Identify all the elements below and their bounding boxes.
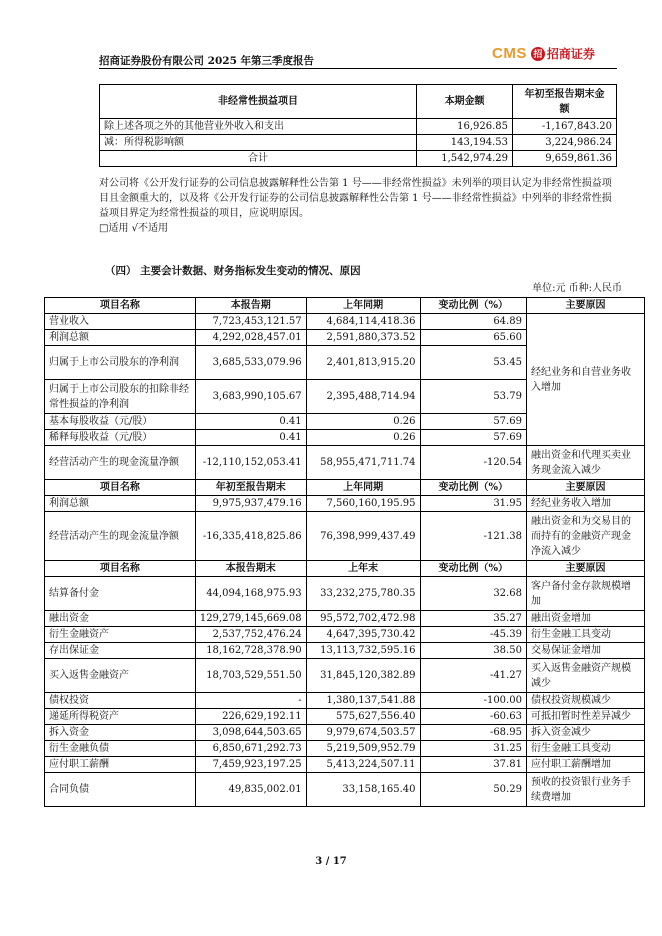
item-name-cell: 合同负债 — [45, 773, 196, 807]
reason-cell: 应付职工薪酬增加 — [526, 757, 644, 773]
item-name-cell: 利润总额 — [45, 330, 196, 346]
value-cell: 0.26 — [306, 430, 420, 446]
reason-cell: 买入返售金融资产规模减少 — [526, 659, 644, 693]
ratio-cell: -45.39 — [420, 627, 526, 643]
header-cell: 项目名称 — [45, 480, 196, 496]
ratio-cell: 32.68 — [420, 577, 526, 611]
amount-cell: 143,194.53 — [417, 135, 513, 151]
header-cell: 上年末 — [306, 561, 420, 577]
value-cell: 5,219,509,952.79 — [306, 741, 420, 757]
table-row — [45, 773, 645, 807]
value-cell: 58,955,471,711.74 — [306, 446, 420, 480]
item-cell: 减：所得税影响额 — [100, 135, 417, 151]
logo-mark-icon: 招 — [531, 47, 545, 61]
ratio-cell: -120.54 — [420, 446, 526, 480]
logo-cn-text: 招商证券 — [546, 47, 595, 61]
section-title: （四） 主要会计数据、财务指标发生变动的情况、原因 — [105, 265, 361, 277]
ratio-cell: 31.25 — [420, 741, 526, 757]
header-cell: 主要原因 — [526, 480, 644, 496]
reason-cell: 融出资金和为交易目的而持有的金融资产现金净流入减少 — [526, 512, 644, 561]
item-name-cell: 递延所得税资产 — [45, 709, 196, 725]
amount-cell: 9,659,861.36 — [513, 151, 617, 167]
item-name-cell: 经营活动产生的现金流量净额 — [45, 512, 196, 561]
non-recurring-items-table — [99, 84, 617, 167]
item-name-cell: 债权投资 — [45, 693, 196, 709]
item-name-cell: 结算备付金 — [45, 577, 196, 611]
value-cell: 7,560,160,195.95 — [306, 496, 420, 512]
ratio-cell: 64.89 — [420, 314, 526, 330]
value-cell: 95,572,702,472.98 — [306, 611, 420, 627]
value-cell: 0.26 — [306, 414, 420, 430]
value-cell: 2,395,488,714.94 — [306, 380, 420, 414]
ratio-cell: -60.63 — [420, 709, 526, 725]
amount-cell: 1,542,974.29 — [417, 151, 513, 167]
table-row — [45, 693, 645, 709]
explanation-paragraph — [99, 176, 621, 236]
ratio-cell: 57.69 — [420, 414, 526, 430]
table-row — [45, 627, 645, 643]
header-cell: 变动比例（%） — [420, 298, 526, 314]
header-cell: 主要原因 — [526, 561, 644, 577]
company-logo — [492, 45, 595, 62]
value-cell: 18,162,728,378.90 — [195, 643, 306, 659]
table-row — [100, 135, 617, 151]
header-cell: 本报告期 — [195, 298, 306, 314]
value-cell: 1,380,137,541.88 — [306, 693, 420, 709]
ratio-cell: 31.95 — [420, 496, 526, 512]
table-row — [45, 725, 645, 741]
value-cell: 44,094,168,975.93 — [195, 577, 306, 611]
value-cell: 7,723,453,121.57 — [195, 314, 306, 330]
header-cell: 变动比例（%） — [420, 561, 526, 577]
header-cell: 非经常性损益项目 — [100, 85, 417, 119]
ratio-cell: 53.45 — [420, 346, 526, 380]
item-name-cell: 衍生金融负债 — [45, 741, 196, 757]
value-cell: 2,537,752,476.24 — [195, 627, 306, 643]
value-cell: 129,279,145,669.08 — [195, 611, 306, 627]
item-cell: 除上述各项之外的其他营业外收入和支出 — [100, 119, 417, 135]
reason-cell: 衍生金融工具变动 — [526, 741, 644, 757]
table-row — [45, 577, 645, 611]
reason-cell: 经纪业务收入增加 — [526, 496, 644, 512]
table-row — [45, 757, 645, 773]
header-rule — [99, 68, 617, 69]
table-header-row — [45, 480, 645, 496]
table-row — [45, 446, 645, 480]
value-cell: 575,627,556.40 — [306, 709, 420, 725]
value-cell: -12,110,152,053.41 — [195, 446, 306, 480]
value-cell: 0.41 — [195, 430, 306, 446]
reason-cell: 融出资金增加 — [526, 611, 644, 627]
value-cell: 4,647,395,730.42 — [306, 627, 420, 643]
ratio-cell: 35.27 — [420, 611, 526, 627]
amount-cell: 3,224,986.24 — [513, 135, 617, 151]
reason-cell: 预收的投资银行业务手续费增加 — [526, 773, 644, 807]
table-header-row — [45, 298, 645, 314]
item-name-cell: 归属于上市公司股东的扣除非经常性损益的净利润 — [45, 380, 196, 414]
header-cell: 本报告期末 — [195, 561, 306, 577]
table-total-row — [100, 151, 617, 167]
value-cell: 9,975,937,479.16 — [195, 496, 306, 512]
reason-cell: 融出资金和代理买卖业务现金流入减少 — [526, 446, 644, 480]
table-row — [45, 611, 645, 627]
item-cell: 合计 — [100, 151, 417, 167]
value-cell: 226,629,192.11 — [195, 709, 306, 725]
report-header-title: 招商证券股份有限公司 2025 年第三季度报告 — [99, 55, 315, 67]
table-row — [45, 314, 645, 330]
item-name-cell: 利润总额 — [45, 496, 196, 512]
table-row — [45, 709, 645, 725]
header-cell: 年初至报告期末 — [195, 480, 306, 496]
item-name-cell: 经营活动产生的现金流量净额 — [45, 446, 196, 480]
amount-cell: 16,926.85 — [417, 119, 513, 135]
reason-cell: 拆入资金减少 — [526, 725, 644, 741]
ratio-cell: 57.69 — [420, 430, 526, 446]
ratio-cell: -68.95 — [420, 725, 526, 741]
reason-cell: 交易保证金增加 — [526, 643, 644, 659]
item-name-cell: 衍生金融资产 — [45, 627, 196, 643]
page-number: 3 / 17 — [315, 856, 347, 867]
header-cell: 项目名称 — [45, 298, 196, 314]
applicability-choice: □适用 √不适用 — [99, 223, 168, 234]
item-name-cell: 拆入资金 — [45, 725, 196, 741]
header-cell: 主要原因 — [526, 298, 644, 314]
table-row — [100, 119, 617, 135]
ratio-cell: 37.81 — [420, 757, 526, 773]
value-cell: 0.41 — [195, 414, 306, 430]
value-cell: 4,684,114,418.36 — [306, 314, 420, 330]
reason-cell: 债权投资规模减少 — [526, 693, 644, 709]
value-cell: 6,850,671,292.73 — [195, 741, 306, 757]
table-row — [45, 512, 645, 561]
ratio-cell: 38.50 — [420, 643, 526, 659]
value-cell: 49,835,002.01 — [195, 773, 306, 807]
reason-cell: 衍生金融工具变动 — [526, 627, 644, 643]
item-name-cell: 买入返售金融资产 — [45, 659, 196, 693]
value-cell: 7,459,923,197.25 — [195, 757, 306, 773]
header-cell: 变动比例（%） — [420, 480, 526, 496]
logo-cms-text: CMS — [492, 45, 527, 62]
ratio-cell: -41.27 — [420, 659, 526, 693]
key-data-change-table — [44, 297, 645, 807]
value-cell: 3,685,533,079.96 — [195, 346, 306, 380]
ratio-cell: 53.79 — [420, 380, 526, 414]
value-cell: 18,703,529,551.50 — [195, 659, 306, 693]
item-name-cell: 应付职工薪酬 — [45, 757, 196, 773]
table-row — [45, 659, 645, 693]
header-cell: 上年同期 — [306, 298, 420, 314]
header-cell: 年初至报告期末金额 — [513, 85, 617, 119]
value-cell: 5,413,224,507.11 — [306, 757, 420, 773]
reason-cell: 可抵扣暂时性差异减少 — [526, 709, 644, 725]
item-name-cell: 基本每股收益（元/股） — [45, 414, 196, 430]
explanation-text: 对公司将《公开发行证券的公司信息披露解释性公告第 1 号——非经常性损益》未列举的项目认定为非经常性损益项目且金额重大的，以及将《公开发行证券的公司信息披露解释性公告第 1 号——非经常性损益》中列举的非经常性损益项目界定为经常性损益的项目，应说明原因。 — [99, 178, 612, 219]
value-cell: 3,098,644,503.65 — [195, 725, 306, 741]
value-cell: - — [195, 693, 306, 709]
reason-cell: 客户备付金存款规模增加 — [526, 577, 644, 611]
header-cell: 项目名称 — [45, 561, 196, 577]
amount-cell: -1,167,843.20 — [513, 119, 617, 135]
reason-cell: 经纪业务和自营业务收入增加 — [526, 314, 644, 446]
value-cell: 13,113,732,595.16 — [306, 643, 420, 659]
value-cell: 4,292,028,457.01 — [195, 330, 306, 346]
value-cell: 33,232,275,780.35 — [306, 577, 420, 611]
value-cell: 76,398,999,437.49 — [306, 512, 420, 561]
value-cell: 2,591,880,373.52 — [306, 330, 420, 346]
ratio-cell: 65.60 — [420, 330, 526, 346]
value-cell: 31,845,120,382.89 — [306, 659, 420, 693]
table-row — [45, 741, 645, 757]
ratio-cell: 50.29 — [420, 773, 526, 807]
item-name-cell: 存出保证金 — [45, 643, 196, 659]
ratio-cell: -121.38 — [420, 512, 526, 561]
item-name-cell: 营业收入 — [45, 314, 196, 330]
table-header-row — [100, 85, 617, 119]
currency-unit: 单位:元 币种:人民币 — [532, 283, 622, 294]
item-name-cell: 融出资金 — [45, 611, 196, 627]
item-name-cell: 稀释每股收益（元/股） — [45, 430, 196, 446]
value-cell: 9,979,674,503.57 — [306, 725, 420, 741]
table-row — [45, 643, 645, 659]
value-cell: 2,401,813,915.20 — [306, 346, 420, 380]
value-cell: -16,335,418,825.86 — [195, 512, 306, 561]
table-header-row — [45, 561, 645, 577]
header-cell: 上年同期 — [306, 480, 420, 496]
value-cell: 33,158,165.40 — [306, 773, 420, 807]
header-cell: 本期金额 — [417, 85, 513, 119]
ratio-cell: -100.00 — [420, 693, 526, 709]
table-row — [45, 496, 645, 512]
item-name-cell: 归属于上市公司股东的净利润 — [45, 346, 196, 380]
value-cell: 3,683,990,105.67 — [195, 380, 306, 414]
